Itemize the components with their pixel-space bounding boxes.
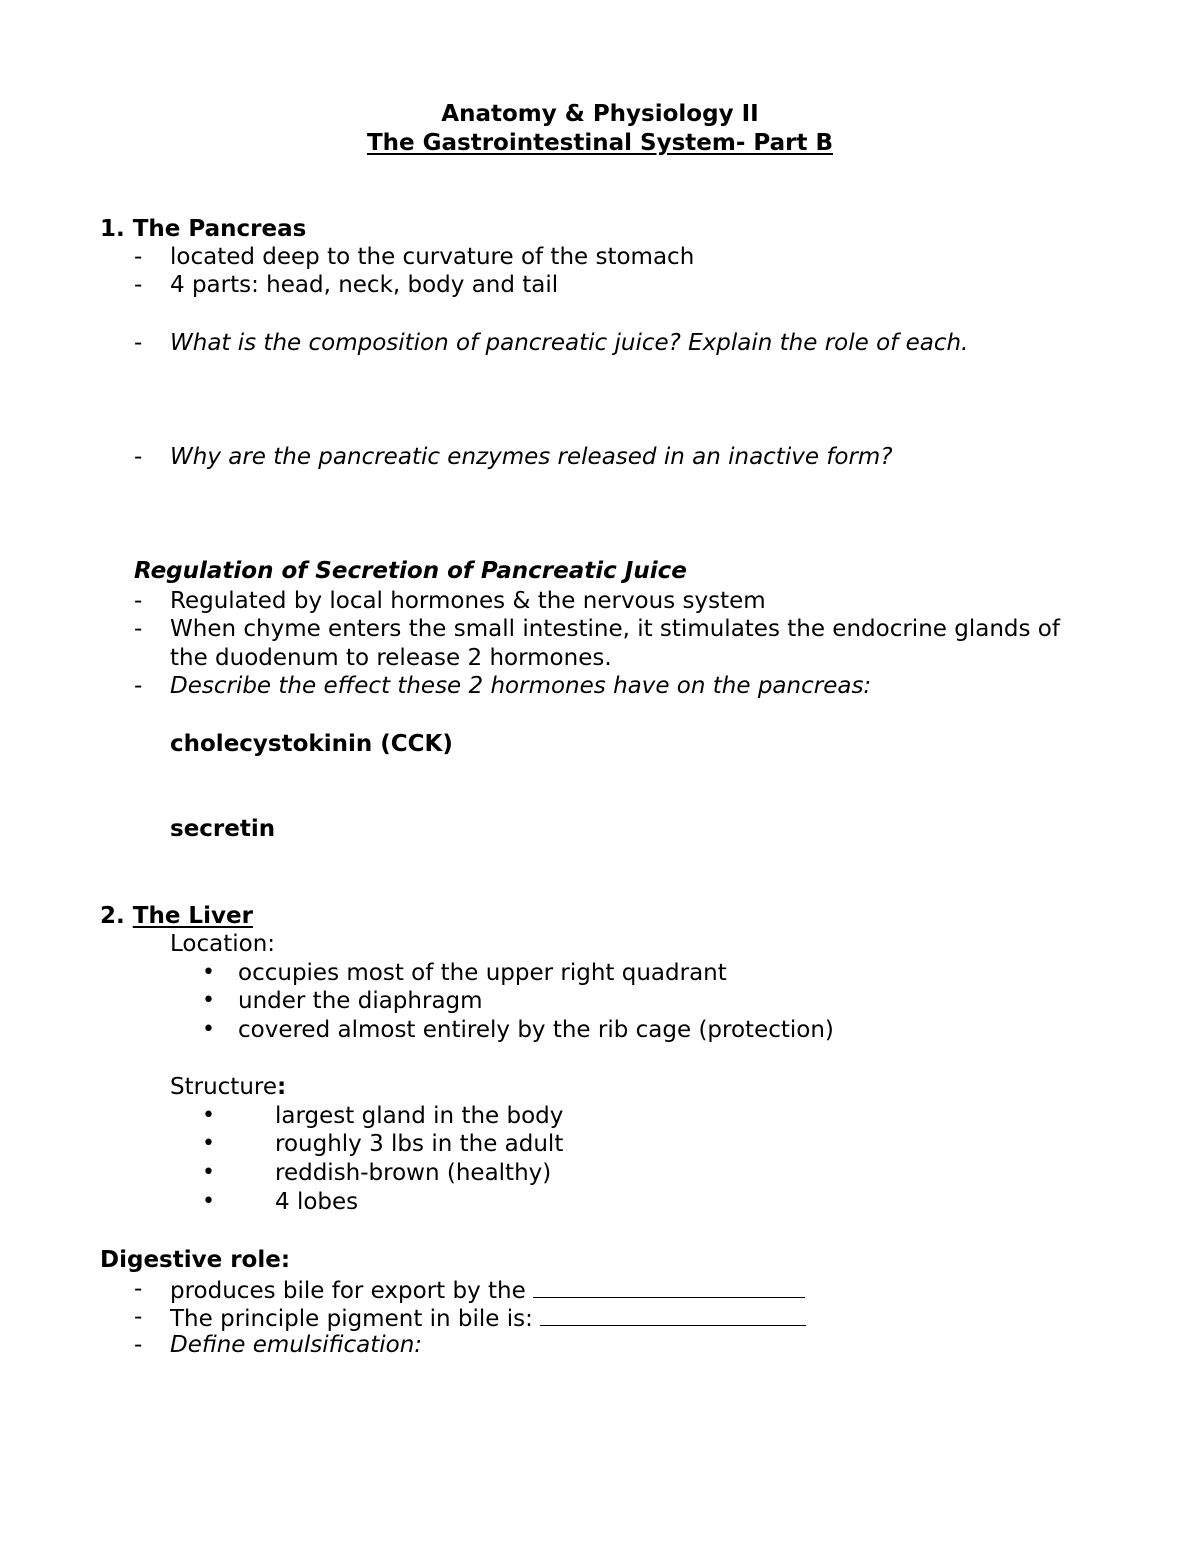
document-subtitle: The Gastrointestinal System- Part B [366,130,834,156]
pancreas-item-parts: 4 parts: head, neck, body and tail [170,272,559,298]
bullet-marker: • [202,1131,215,1156]
fill-in-blank [533,1275,805,1298]
dash-marker: - [134,588,143,614]
bullet-marker: • [202,1160,215,1185]
liver-heading-label: The Liver [132,903,253,929]
regulation-item-chyme-line2: the duodenum to release 2 hormones. [170,645,612,671]
liver-structure-item: largest gland in the body [275,1103,564,1129]
dash-marker: - [134,1304,143,1330]
liver-location-item: under the diaphragm [238,988,483,1014]
bullet-marker: • [202,1103,215,1128]
fill-in-blank [540,1303,806,1326]
dash-marker: - [134,616,143,642]
regulation-item-hormones: Regulated by local hormones & the nervous system [170,588,766,614]
bullet-marker: • [202,1017,215,1042]
pancreas-heading: 1. The Pancreas [100,216,307,242]
regulation-question-effect: Describe the effect these 2 hormones have on the pancreas: [170,673,872,699]
liver-heading-number: 2. [100,903,125,929]
regulation-item-chyme-line1: When chyme enters the small intestine, it stimulates the endocrine glands of [170,616,1060,642]
dash-marker: - [134,244,143,270]
regulation-heading: Regulation of Secretion of Pancreatic Juice [134,558,687,584]
dash-marker: - [134,444,143,470]
liver-heading [100,902,253,930]
dash-marker: - [134,272,143,298]
liver-location-item: occupies most of the upper right quadrant [238,960,727,986]
liver-structure-item: roughly 3 lbs in the adult [275,1131,564,1157]
liver-structure-label: Structure: [170,1074,287,1100]
pancreas-item-location: located deep to the curvature of the stomach [170,244,695,270]
digestive-item-pigment: The principle pigment in bile is: [170,1303,806,1333]
liver-location-label: Location: [170,931,276,957]
dash-marker: - [134,673,143,699]
bullet-marker: • [202,960,215,985]
bullet-marker: • [202,988,215,1013]
pancreas-question-composition: What is the composition of pancreatic juice? Explain the role of each. [170,330,969,356]
dash-marker: - [134,1276,143,1302]
hormone-secretin: secretin [170,816,276,842]
digestive-heading: Digestive role: [100,1247,291,1273]
liver-structure-item: 4 lobes [275,1189,359,1215]
bullet-marker: • [202,1189,215,1214]
liver-location-item: covered almost entirely by the rib cage (protection) [238,1017,834,1043]
dash-marker: - [134,1332,143,1358]
liver-structure-item: reddish-brown (healthy) [275,1160,552,1186]
hormone-cck: cholecystokinin (CCK) [170,731,453,757]
dash-marker: - [134,330,143,356]
digestive-question-emulsification: Define emulsification: [170,1332,423,1358]
digestive-item-bile-export: produces bile for export by the [170,1275,805,1305]
pancreas-question-inactive-form: Why are the pancreatic enzymes released in an inactive form? [170,444,893,470]
document-title: Anatomy & Physiology II [441,101,759,127]
